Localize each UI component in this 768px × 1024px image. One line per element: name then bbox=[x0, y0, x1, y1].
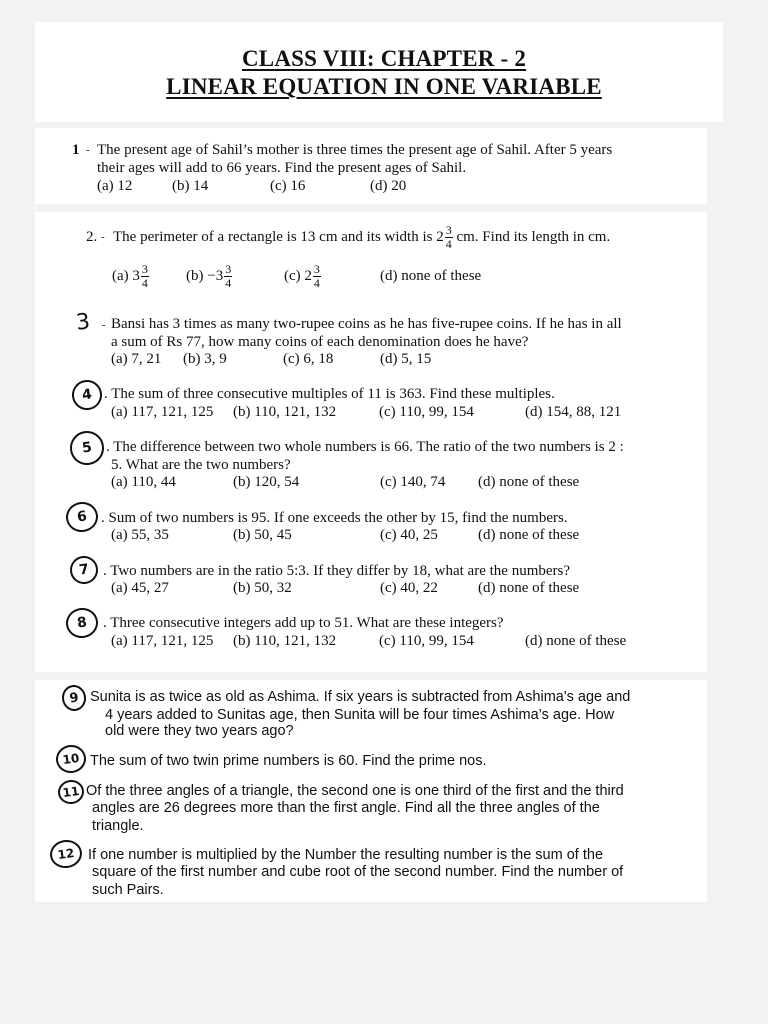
q8-option-a: (a) 117, 121, 125 bbox=[111, 633, 214, 649]
q5-option-d: (d) none of these bbox=[478, 474, 580, 490]
q2-frac-den: 4 bbox=[445, 237, 452, 252]
q7-option-d: (d) none of these bbox=[478, 580, 580, 596]
q8-line1: . Three consecutive integers add up to 51. What are these integers? bbox=[103, 615, 504, 631]
q6-line1-text: Sum of two numbers is 95. If one exceeds the other by 15, find the numbers. bbox=[108, 510, 568, 526]
q2-option-b-fraction bbox=[224, 263, 232, 290]
q8-option-d: (d) none of these bbox=[525, 633, 627, 649]
q5-option-a: (a) 110, 44 bbox=[111, 474, 176, 490]
q12-line1: If one number is multiplied by the Number the resulting number is the sum of the bbox=[88, 847, 604, 863]
q7-handwritten-number: 7 bbox=[68, 554, 100, 586]
q5-option-b: (b) 120, 54 bbox=[233, 474, 300, 490]
q8-line1-text: Three consecutive integers add up to 51. What are these integers? bbox=[110, 615, 504, 631]
q1-number: 1 bbox=[72, 142, 80, 158]
q1-dash: - bbox=[86, 144, 90, 156]
page-title-line2: LINEAR EQUATION IN ONE VARIABLE bbox=[166, 74, 602, 99]
q2-option-a-num: 3 bbox=[141, 262, 148, 277]
q4-option-d: (d) 154, 88, 121 bbox=[525, 404, 622, 420]
q2-option-b-num: 3 bbox=[225, 262, 232, 277]
q10-line1: The sum of two twin prime numbers is 60. Find the prime nos. bbox=[90, 753, 487, 769]
q2-option-b-label: (b) −3 bbox=[186, 268, 224, 284]
q5-option-c: (c) 140, 74 bbox=[380, 474, 446, 490]
q5-line1-text: The difference between two whole numbers is 66. The ratio of the two numbers is 2 : bbox=[113, 439, 624, 455]
q3-option-c: (c) 6, 18 bbox=[283, 351, 334, 367]
q2-option-a bbox=[112, 258, 149, 294]
q1-option-a: (a) 12 bbox=[97, 178, 133, 194]
q5-handwritten-number: 5 bbox=[68, 429, 106, 467]
q12-line3: such Pairs. bbox=[92, 882, 164, 898]
q3-option-a: (a) 7, 21 bbox=[111, 351, 162, 367]
q6-option-c: (c) 40, 25 bbox=[380, 527, 438, 543]
q4-handwritten-number: 4 bbox=[70, 378, 104, 412]
q2-option-a-fraction bbox=[141, 263, 149, 290]
q11-handwritten-number: 11 bbox=[56, 778, 85, 805]
q2-text-before: The perimeter of a rectangle is 13 cm and its width is 2 bbox=[113, 229, 444, 245]
q4-option-a: (a) 117, 121, 125 bbox=[111, 404, 214, 420]
q10-handwritten-number: 10 bbox=[54, 743, 88, 775]
q2-option-c-fraction bbox=[313, 263, 321, 290]
q1-option-d: (d) 20 bbox=[370, 178, 407, 194]
q9-line2: 4 years added to Sunitas age, then Sunita will be four times Ashima’s age. How bbox=[105, 707, 615, 723]
q7-line1: . Two numbers are in the ratio 5:3. If they differ by 18, what are the numbers? bbox=[103, 563, 571, 579]
q6-option-a: (a) 55, 35 bbox=[111, 527, 169, 543]
q2-frac-num: 3 bbox=[445, 223, 452, 238]
q8-option-b: (b) 110, 121, 132 bbox=[233, 633, 337, 649]
q2-option-a-label: (a) 3 bbox=[112, 268, 140, 284]
page-title-line1: CLASS VIII: CHAPTER - 2 bbox=[241, 46, 527, 71]
q7-option-b: (b) 50, 32 bbox=[233, 580, 292, 596]
q2-number: 2. bbox=[86, 229, 98, 245]
q2-fraction bbox=[445, 224, 453, 251]
q2-option-d: (d) none of these bbox=[380, 268, 482, 284]
q9-line3: old were they two years ago? bbox=[105, 723, 294, 739]
q9-handwritten-number: 9 bbox=[60, 683, 87, 712]
q7-option-a: (a) 45, 27 bbox=[111, 580, 169, 596]
q11-line3: triangle. bbox=[92, 818, 144, 834]
q3-option-b: (b) 3, 9 bbox=[183, 351, 227, 367]
q3-dash: - bbox=[102, 319, 106, 331]
q6-line1: . Sum of two numbers is 95. If one exceeds the other by 15, find the numbers. bbox=[101, 510, 568, 526]
q6-handwritten-number: 6 bbox=[64, 500, 100, 534]
q1-line1: The present age of Sahil’s mother is three times the present age of Sahil. After 5 years bbox=[97, 142, 613, 158]
q1-option-b: (b) 14 bbox=[172, 178, 209, 194]
q3-handwritten-number: 3 bbox=[74, 309, 92, 336]
title-sheet bbox=[35, 22, 723, 122]
q2-option-b-den: 4 bbox=[225, 276, 232, 291]
q12-line2: square of the first number and cube root of the second number. Find the number of bbox=[92, 864, 624, 880]
q2-text-after: cm. Find its length in cm. bbox=[452, 229, 611, 245]
q7-option-c: (c) 40, 22 bbox=[380, 580, 438, 596]
q3-option-d: (d) 5, 15 bbox=[380, 351, 432, 367]
q4-line1-text: The sum of three consecutive multiples of 11 is 363. Find these multiples. bbox=[111, 386, 555, 402]
q8-handwritten-number: 8 bbox=[64, 606, 100, 640]
q1-line2: their ages will add to 66 years. Find the present ages of Sahil. bbox=[97, 160, 467, 176]
q11-line2: angles are 26 degrees more than the first angle. Find all the three angles of the bbox=[92, 800, 600, 816]
q5-line1: . The difference between two whole numbers is 66. The ratio of the two numbers is 2 : bbox=[106, 439, 624, 455]
q2-option-b bbox=[186, 258, 232, 294]
q2-option-c-label: (c) 2 bbox=[284, 268, 312, 284]
q2-option-c-den: 4 bbox=[313, 276, 320, 291]
q12-handwritten-number: 12 bbox=[48, 838, 84, 870]
q2-dash: - bbox=[101, 231, 105, 243]
q11-line1: Of the three angles of a triangle, the second one is one third of the first and the third bbox=[86, 783, 624, 799]
q4-line1: . The sum of three consecutive multiples of 11 is 363. Find these multiples. bbox=[104, 386, 555, 402]
q2-option-a-den: 4 bbox=[141, 276, 148, 291]
q4-option-c: (c) 110, 99, 154 bbox=[379, 404, 474, 420]
q2-text bbox=[113, 219, 610, 255]
q6-option-d: (d) none of these bbox=[478, 527, 580, 543]
q1-option-c: (c) 16 bbox=[270, 178, 306, 194]
q3-line1: Bansi has 3 times as many two-rupee coins as he has five-rupee coins. If he has in all bbox=[111, 316, 622, 332]
q9-line1: Sunita is as twice as old as Ashima. If six years is subtracted from Ashima's age and bbox=[90, 689, 631, 705]
q3-line2: a sum of Rs 77, how many coins of each denomination does he have? bbox=[111, 334, 529, 350]
q6-option-b: (b) 50, 45 bbox=[233, 527, 292, 543]
q2-option-c bbox=[284, 258, 321, 294]
q2-option-c-num: 3 bbox=[313, 262, 320, 277]
q8-option-c: (c) 110, 99, 154 bbox=[379, 633, 474, 649]
q4-option-b: (b) 110, 121, 132 bbox=[233, 404, 337, 420]
q5-line2: 5. What are the two numbers? bbox=[111, 457, 291, 473]
q7-line1-text: Two numbers are in the ratio 5:3. If they differ by 18, what are the numbers? bbox=[110, 563, 571, 579]
